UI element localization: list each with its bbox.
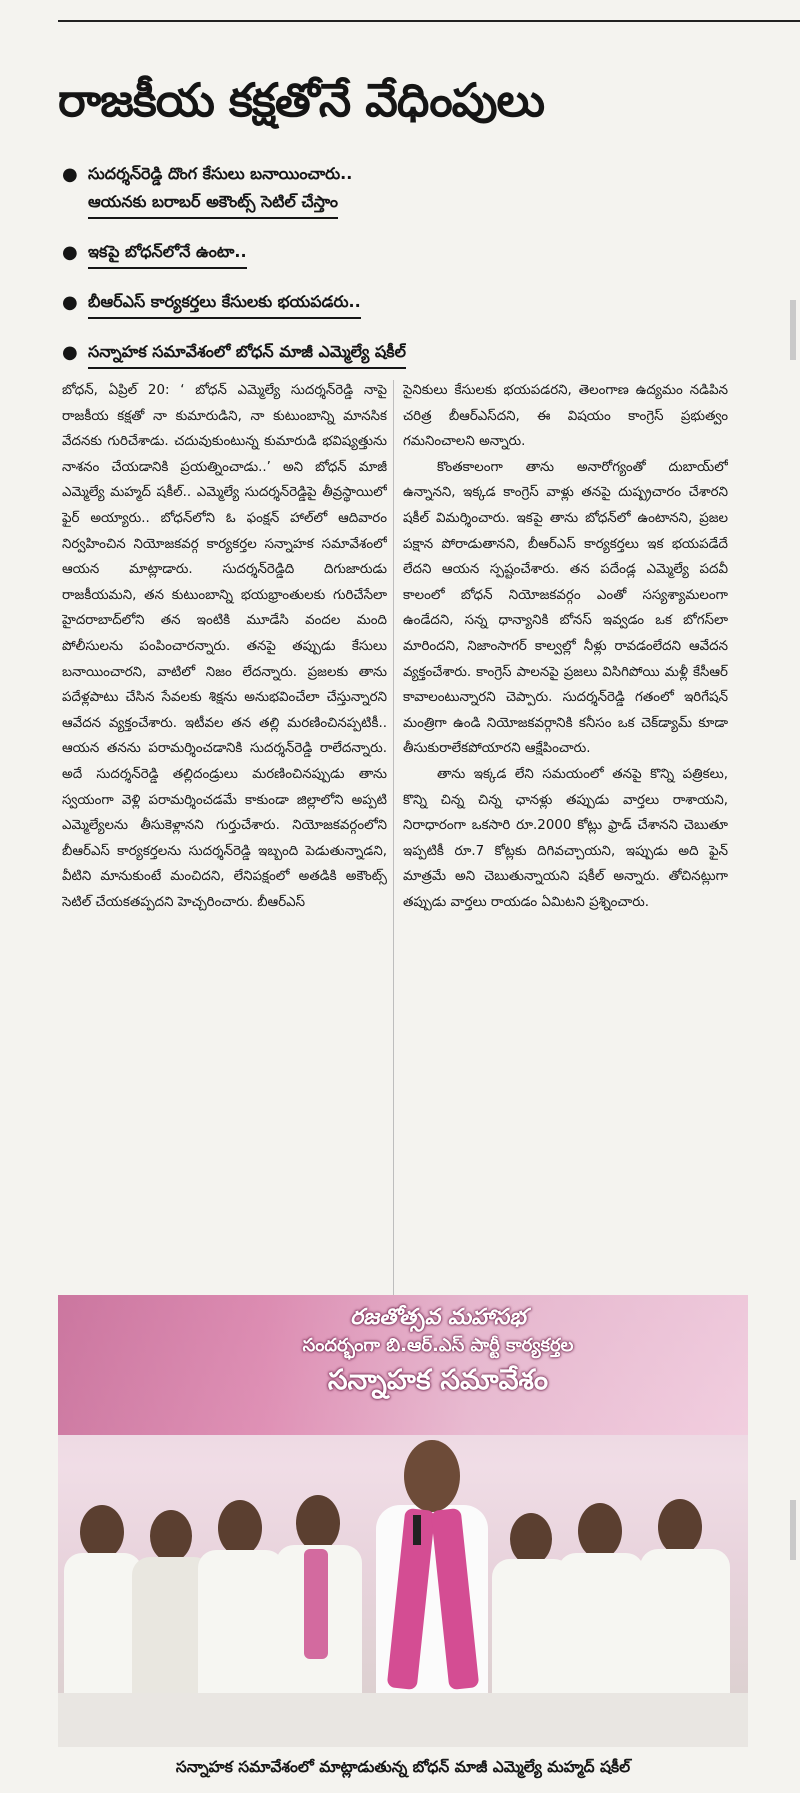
bullet-icon: ●: [62, 292, 78, 313]
deck-item: [58, 238, 758, 278]
deck-item: [58, 160, 758, 228]
table-cloth: [58, 1693, 748, 1747]
bullet-icon: ●: [62, 342, 78, 363]
news-photo: [58, 1295, 748, 1747]
bullet-icon: ●: [62, 164, 78, 185]
column-divider: [393, 380, 394, 1295]
photo-caption: సన్నాహక సమావేశంలో మాట్లాడుతున్న బోధన్ మాజీ ఎమ్మెల్యే మహ్మద్ షకీల్: [175, 1758, 631, 1776]
article-paragraph: బోధన్, ఏప్రిల్ 20: ‘ బోధన్ ఎమ్మెల్యే సుదర్శన్‌రెడ్డి నాపై రాజకీయ కక్షతో నా కుమారుడిని, నా కుటుంబాన్ని మానసిక వేదనకు గురిచేశాడు. చదువుకుంటున్న కుమారుడి భవిష్యత్తును నాశనం చేయడానికి ప్రయత్నించాడు..’ అని బోధన్ మాజీ ఎమ్మెల్యే మహ్మద్ షకీల్.. ఎమ్మెల్యే సుదర్శన్‌రెడ్డిపై తీవ్రస్థాయిలో ఫైర్ అయ్యారు.. బోధన్‌లోని ఓ ఫంక్షన్ హాల్‌లో ఆదివారం నిర్వహించిన నియోజకవర్గ కార్యకర్తల సన్నాహక సమావేశంలో ఆయన మాట్లాడారు. సుదర్శన్‌రెడ్డిది దిగుజారుడు రాజకీయమని, తన కుటుంబాన్ని భయభ్రాంతులకు గురిచేసేలా హైదరాబాద్‌లోని తన ఇంటికి మూడేసి వందల మంది పోలీసులను పంపించారన్నారు. తనపై తప్పుడు కేసులు బనాయించారని, వాటిలో నిజం లేదన్నారు. ప్రజలకు తాను పదేళ్లపాటు చేసిన సేవలకు శిక్షను అనుభవించేలా చేస్తున్నారని ఆవేదన వ్యక్తంచేశారు. ఇటీవల తన తల్లి మరణించినప్పటికీ.. ఆయన తనను పరామర్శించడానికి సుదర్శన్‌రెడ్డి రాలేదన్నారు. అదే సుదర్శన్‌రెడ్డి తల్లిదండ్రులు మరణించినప్పుడు తాను స్వయంగా వెళ్లి పరామర్శించడమే కాకుండా జిల్లాలోని అప్పటి ఎమ్మెల్యేలను తీసుకెళ్లానని గుర్తుచేశారు. నియోజకవర్గంలోని బీఆర్ఎస్ కార్యకర్తలను సుదర్శన్‌రెడ్డి ఇబ్బంది పెడుతున్నాడని, వీటిని మానుకుంటే మంచిదని, లేనిపక్షంలో అతడికి అకౌంట్స్ సెటిల్ చేయకతప్పదని హెచ్చరించారు. బీఆర్ఎస్: [62, 383, 387, 910]
article-paragraph: తాను ఇక్కడ లేని సమయంలో తనపై కొన్ని పత్రికలు, కొన్ని చిన్న చిన్న ఛానళ్లు తప్పుడు వార్తలు రాశాయని, నిరాధారంగా ఒకసారి రూ.2000 కోట్లు ఫ్రాడ్ చేశానని చెబుతూ ఇప్పటికీ రూ.7 కోట్లకు దిగివచ్చాయని, ఇప్పుడు అది ఫైన్ మాత్రమే అని చెబుతున్నాయని షకీల్ అన్నారు. తోచినట్లుగా తప్పుడు వార్తలు రాయడం ఏమిటని ప్రశ్నించారు.: [403, 766, 728, 910]
article-paragraph: కొంతకాలంగా తాను అనారోగ్యంతో దుబాయ్‌లో ఉన్నానని, ఇక్కడ కాంగ్రెస్ వాళ్లు తనపై దుష్ప్రచారం చేశారని షకీల్ విమర్శించారు. ఇకపై తాను బోధన్‌లో ఉంటానని, ప్రజల పక్షాన పోరాడుతానని, బీఆర్ఎస్ కార్యకర్తలు ఇక భయపడేదే లేదని ఆయన స్పష్టంచేశారు. తన పదేండ్ల ఎమ్మెల్యే పదవీ కాలంలో బోధన్ నియోజకవర్గం ఎంతో సస్యశ్యామలంగా ఉండేదని, సన్న ధాన్యానికి బోనస్ ఇవ్వడం ఒక బోగస్‌లా మారిందని, నిజాంసాగర్ కాల్వల్లో నీళ్లు రావడంలేదని ఆవేదన వ్యక్తంచేశారు. కాంగ్రెస్ పాలనపై ప్రజలు విసిగిపోయి మళ్లీ కేసీఆర్ కావాలంటున్నారని చెప్పారు. సుదర్శన్‌రెడ్డి గతంలో ఇరిగేషన్ మంత్రిగా ఉండి నియోజకవర్గానికి కనీసం ఒక చెక్‌డ్యామ్ కూడా తీసుకురాలేకపోయారని ఆక్షేపించారు.: [403, 459, 728, 757]
page-edge-strip: [782, 0, 800, 1793]
headline: రాజకీయ కక్షతోనే వేధింపులు: [58, 73, 545, 127]
article-column-right: [403, 378, 728, 1296]
deck-line: ఆయనకు బరాబర్ అకౌంట్స్ సెటిల్ చేస్తాం: [88, 188, 338, 219]
banner-text: [178, 1305, 698, 1401]
banner-line: రజతోత్సవ మహాసభ: [350, 1305, 526, 1330]
banner-line: సన్నాహక సమావేశం: [327, 1363, 549, 1396]
article-paragraph: సైనికులు కేసులకు భయపడరని, తెలంగాణ ఉద్యమం నడిపిన చరిత్ర బీఆర్ఎస్‌దని, ఈ విషయం కాంగ్రెస్ ప్రభుత్వం గమనించాలని అన్నారు.: [403, 383, 728, 450]
deck-item: [58, 338, 758, 378]
microphone-icon: [413, 1515, 421, 1545]
bullet-icon: ●: [62, 242, 78, 263]
deck-line: ఇకపై బోధన్‌లోనే ఉంటా..: [88, 238, 247, 269]
deck-line: సుదర్శన్‌రెడ్డి దొంగ కేసులు బనాయించారు..: [88, 164, 353, 183]
banner-line: సందర్భంగా బి.ఆర్.ఎస్ పార్టీ కార్యకర్తల: [302, 1335, 574, 1356]
deck-line: బీఆర్ఎస్ కార్యకర్తలు కేసులకు భయపడరు..: [88, 288, 361, 319]
article-column-left: [62, 378, 387, 1296]
deck-item: [58, 288, 758, 328]
top-rule: [58, 20, 800, 22]
deck-line: సన్నాహక సమావేశంలో బోధన్ మాజీ ఎమ్మెల్యే షకీల్: [88, 338, 406, 369]
deck-list: [58, 160, 758, 388]
